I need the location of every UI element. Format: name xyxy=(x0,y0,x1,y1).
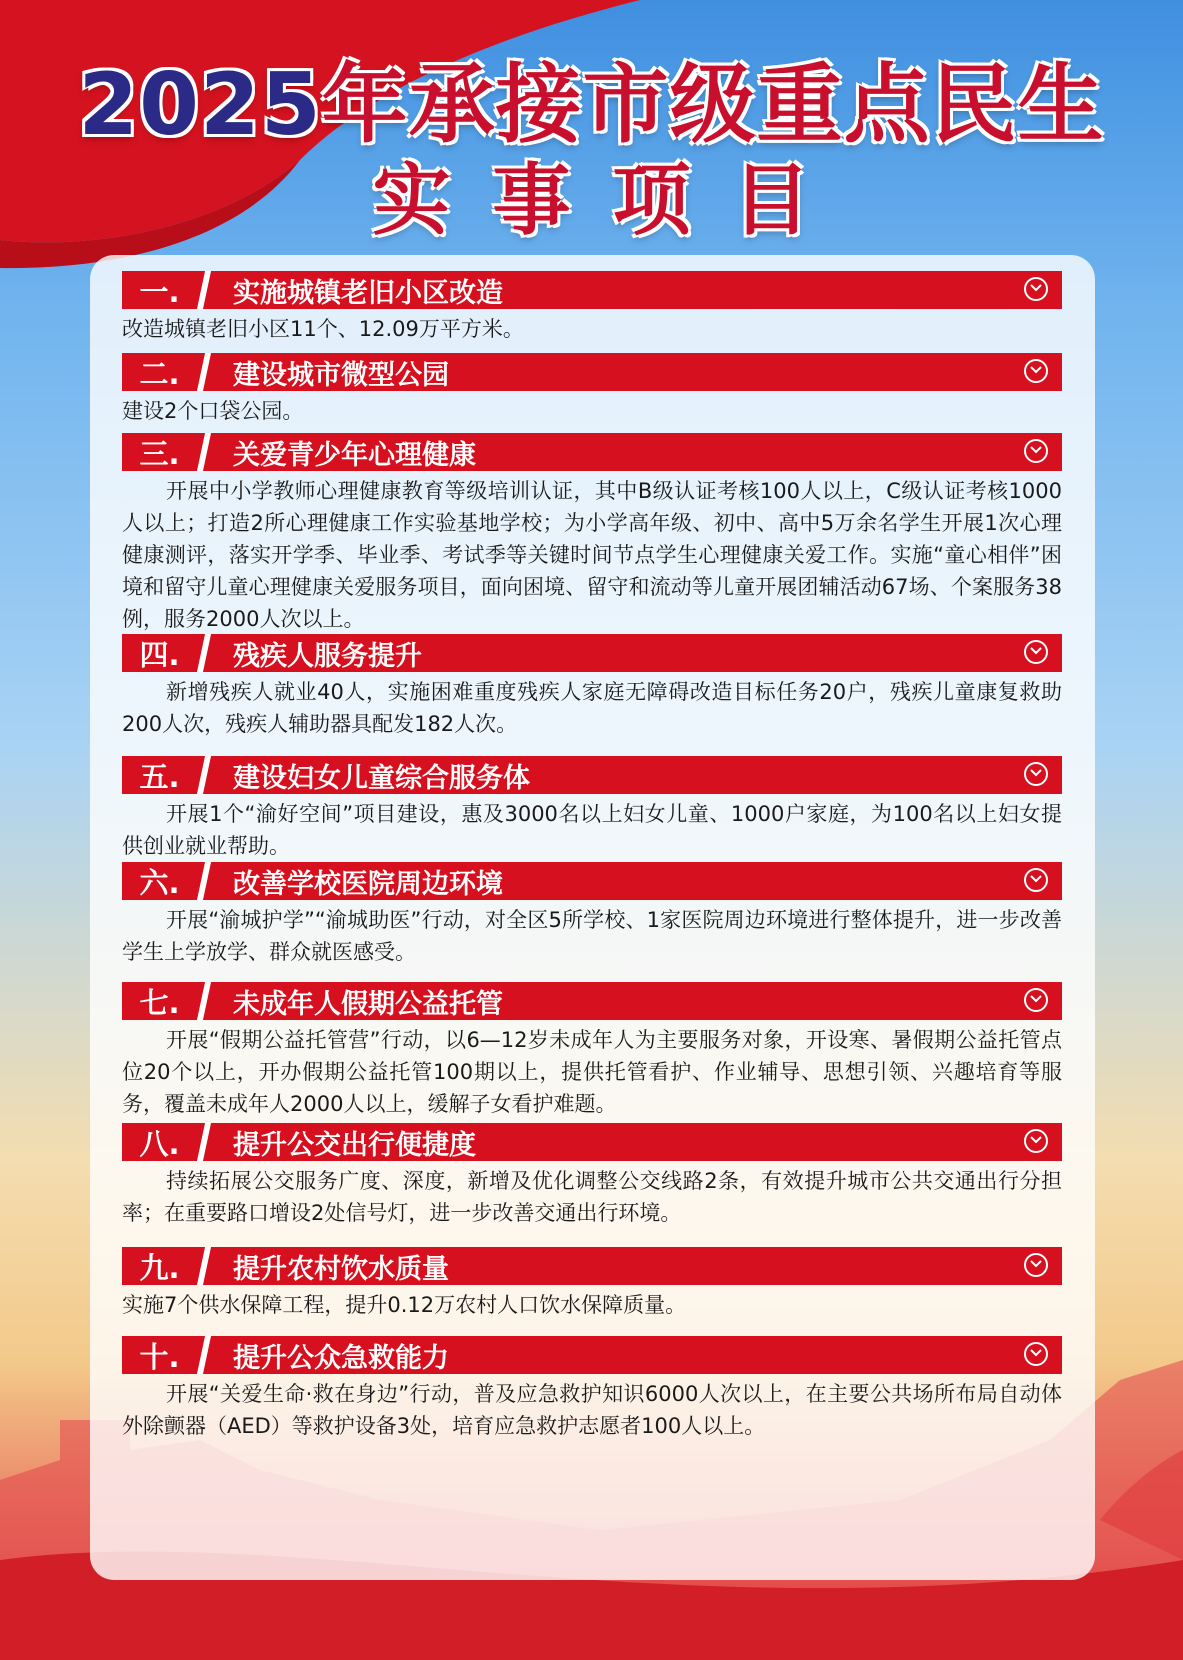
item-heading: 提升农村饮水质量 xyxy=(233,1253,449,1285)
item-number: 一. xyxy=(139,274,180,309)
item-5 xyxy=(122,756,1062,862)
title-year: 2025 xyxy=(78,55,322,155)
item-heading: 提升公交出行便捷度 xyxy=(233,1129,476,1161)
item-divider xyxy=(197,271,211,309)
title-line-1-text: 年承接市级重点民生 xyxy=(321,55,1105,155)
item-header-bar xyxy=(122,271,1062,309)
item-header-bar xyxy=(122,982,1062,1020)
item-header-bar xyxy=(122,1123,1062,1161)
chevron-down-icon[interactable] xyxy=(1024,1129,1048,1153)
item-7 xyxy=(122,982,1062,1120)
item-heading: 建设城市微型公园 xyxy=(233,359,449,391)
item-header-bar xyxy=(122,756,1062,794)
item-divider xyxy=(197,634,211,672)
item-body: 持续拓展公交服务广度、深度，新增及优化调整公交线路2条，有效提升城市公共交通出行分担率；在重要路口增设2处信号灯，进一步改善交通出行环境。 xyxy=(122,1169,1062,1225)
item-4 xyxy=(122,634,1062,740)
item-divider xyxy=(197,756,211,794)
item-8 xyxy=(122,1123,1062,1229)
item-divider xyxy=(197,1247,211,1285)
item-number: 九. xyxy=(139,1250,180,1285)
item-number: 二. xyxy=(139,356,180,391)
item-header-bar xyxy=(122,862,1062,900)
title-line-2: 实事项目 xyxy=(372,156,853,246)
item-6 xyxy=(122,862,1062,968)
chevron-down-icon[interactable] xyxy=(1024,640,1048,664)
item-body: 改造城镇老旧小区11个、12.09万平方米。 xyxy=(122,317,524,341)
item-9 xyxy=(122,1247,1062,1321)
item-body: 开展“假期公益托管营”行动，以6—12岁未成年人为主要服务对象，开设寒、暑假期公益托管点位20个以上，开办假期公益托管100期以上，提供托管看护、作业辅导、思想引领、兴趣培育等服务，覆盖未成年人2000人以上，缓解子女看护难题。 xyxy=(122,1028,1062,1116)
item-header-bar xyxy=(122,353,1062,391)
poster-title xyxy=(0,55,1183,247)
item-number: 五. xyxy=(139,759,180,794)
item-heading: 实施城镇老旧小区改造 xyxy=(233,277,503,309)
item-divider xyxy=(197,982,211,1020)
title-line-1 xyxy=(0,55,1183,155)
item-10 xyxy=(122,1336,1062,1442)
item-number: 六. xyxy=(139,865,180,900)
item-divider xyxy=(197,862,211,900)
item-body: 开展1个“渝好空间”项目建设，惠及3000名以上妇女儿童、1000户家庭，为100名以上妇女提供创业就业帮助。 xyxy=(122,802,1062,858)
item-header-bar xyxy=(122,1336,1062,1374)
chevron-down-icon[interactable] xyxy=(1024,1253,1048,1277)
chevron-down-icon[interactable] xyxy=(1024,359,1048,383)
item-header-bar xyxy=(122,433,1062,471)
item-body: 新增残疾人就业40人，实施困难重度残疾人家庭无障碍改造目标任务20户，残疾儿童康复救助200人次，残疾人辅助器具配发182人次。 xyxy=(122,680,1062,736)
chevron-down-icon[interactable] xyxy=(1024,762,1048,786)
item-number: 十. xyxy=(139,1339,180,1374)
item-number: 四. xyxy=(139,637,180,672)
chevron-down-icon[interactable] xyxy=(1024,1342,1048,1366)
chevron-down-icon[interactable] xyxy=(1024,439,1048,463)
item-number: 八. xyxy=(139,1126,180,1161)
item-body: 建设2个口袋公园。 xyxy=(122,399,304,423)
item-divider xyxy=(197,1336,211,1374)
item-3 xyxy=(122,433,1062,635)
item-body: 实施7个供水保障工程，提升0.12万农村人口饮水保障质量。 xyxy=(122,1293,687,1317)
item-1 xyxy=(122,271,1062,345)
item-heading: 未成年人假期公益托管 xyxy=(233,988,503,1020)
item-number: 七. xyxy=(139,985,180,1020)
item-heading: 建设妇女儿童综合服务体 xyxy=(233,762,530,794)
item-heading: 改善学校医院周边环境 xyxy=(233,868,503,900)
chevron-down-icon[interactable] xyxy=(1024,868,1048,892)
item-divider xyxy=(197,1123,211,1161)
item-heading: 提升公众急救能力 xyxy=(233,1342,449,1374)
item-heading: 残疾人服务提升 xyxy=(233,640,422,672)
item-2 xyxy=(122,353,1062,427)
item-body: 开展中小学教师心理健康教育等级培训认证，其中B级认证考核100人以上，C级认证考核1000人以上；打造2所心理健康工作实验基地学校；为小学高年级、初中、高中5万余名学生开展1次心理健康测评，落实开学季、毕业季、考试季等关键时间节点学生心理健康关爱工作。实施“童心相伴”困境和留守儿童心理健康关爱服务项目，面向困境、留守和流动等儿童开展团辅活动67场、个案服务38例，服务2000人次以上。 xyxy=(122,479,1062,631)
chevron-down-icon[interactable] xyxy=(1024,988,1048,1012)
item-number: 三. xyxy=(139,436,180,471)
item-heading: 关爱青少年心理健康 xyxy=(233,439,476,471)
item-header-bar xyxy=(122,634,1062,672)
item-body: 开展“关爱生命·救在身边”行动，普及应急救护知识6000人次以上，在主要公共场所布局自动体外除颤器（AED）等救护设备3处，培育应急救护志愿者100人以上。 xyxy=(122,1382,1062,1438)
item-divider xyxy=(197,433,211,471)
item-body: 开展“渝城护学”“渝城助医”行动，对全区5所学校、1家医院周边环境进行整体提升，进一步改善学生上学放学、群众就医感受。 xyxy=(122,908,1062,964)
item-header-bar xyxy=(122,1247,1062,1285)
chevron-down-icon[interactable] xyxy=(1024,277,1048,301)
item-divider xyxy=(197,353,211,391)
